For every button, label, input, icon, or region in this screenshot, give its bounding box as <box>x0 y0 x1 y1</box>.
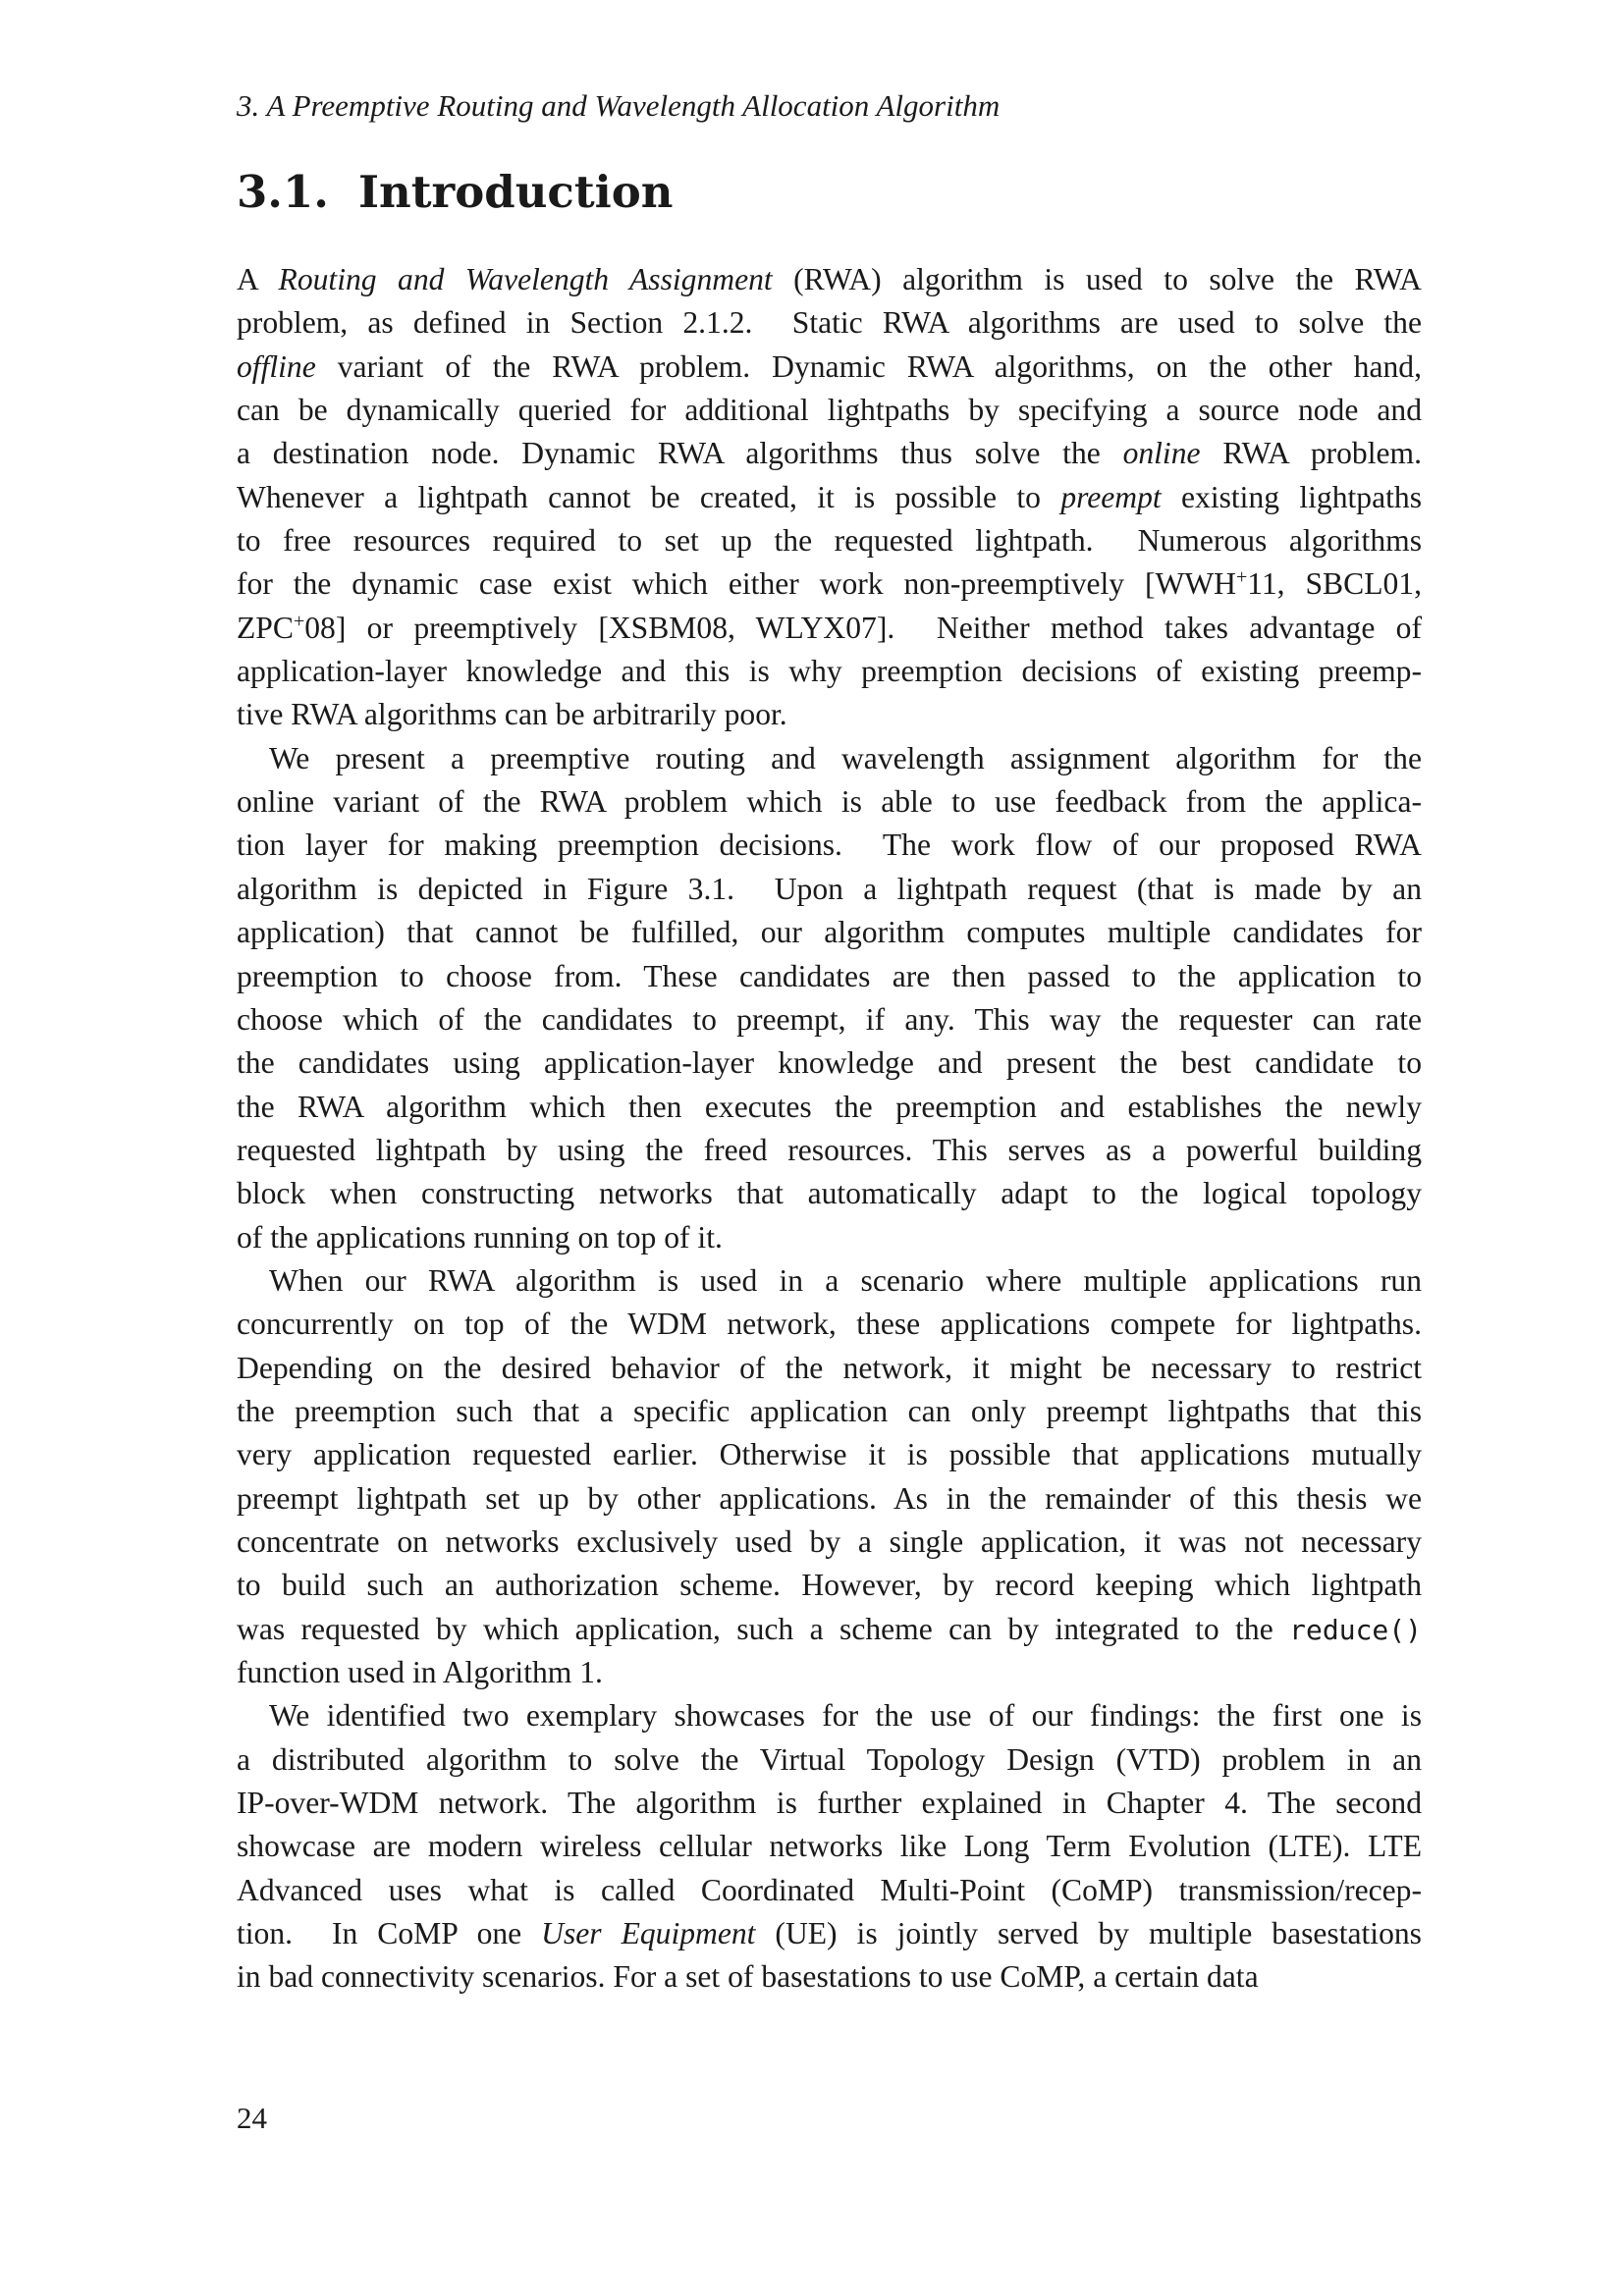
text-run: (UE) is jointly served by multiple basestations <box>755 1916 1422 1951</box>
text-line <box>237 1521 1422 1564</box>
text-line <box>237 1086 1422 1129</box>
italic-term: offline <box>237 348 316 384</box>
text-line <box>237 1347 1422 1390</box>
text-line <box>237 301 1422 345</box>
text-line <box>237 650 1422 693</box>
text-run: (RWA) algorithm is used to solve the RWA <box>772 262 1422 296</box>
text-run: very application requested earlier. Otherwise it is possible that applications mutually <box>237 1437 1422 1472</box>
text-line <box>237 1259 1422 1303</box>
text-run: RWA problem. <box>1200 436 1422 471</box>
text-run: concurrently on top of the WDM network, these applications compete for lightpaths. <box>237 1307 1422 1342</box>
text-run: of the applications running on top of it. <box>237 1219 723 1255</box>
body-text <box>237 258 1422 2000</box>
text-run: function used in Algorithm 1. <box>237 1655 603 1689</box>
text-line <box>237 998 1422 1041</box>
text-line <box>237 693 1422 736</box>
text-line <box>237 432 1422 475</box>
text-run: choose which of the candidates to preempt, if any. This way the requester can rate <box>237 1001 1422 1037</box>
text-line <box>237 1172 1422 1215</box>
section-heading <box>237 165 673 220</box>
text-run: When our RWA algorithm is used in a scenario where multiple applications run <box>269 1262 1422 1298</box>
text-line <box>237 607 1422 650</box>
text-line <box>237 389 1422 432</box>
text-line <box>237 1869 1422 1912</box>
text-line <box>237 1738 1422 1782</box>
text-run: to build such an authorization scheme. However, by record keeping which lightpath <box>237 1568 1422 1603</box>
text-run: a destination node. Dynamic RWA algorithms thus solve the <box>237 436 1123 471</box>
text-run: block when constructing networks that automatically adapt to the logical topology <box>237 1176 1422 1211</box>
page-number: 24 <box>237 2101 267 2135</box>
superscript: + <box>1235 566 1248 589</box>
text-run: for the dynamic case exist which either work non-preemptively [WWH <box>237 566 1236 602</box>
text-line <box>237 868 1422 911</box>
text-line <box>237 258 1422 301</box>
text-run: algorithm is depicted in Figure 3.1. Upon a lightpath request (that is made by an <box>237 871 1422 906</box>
text-line <box>237 1216 1422 1259</box>
running-header: 3. A Preemptive Routing and Wavelength Allocation Algorithm <box>237 88 1001 123</box>
text-line <box>237 476 1422 519</box>
section-title: Introduction <box>357 166 674 218</box>
italic-term: Routing and Wavelength Assignment <box>278 262 773 296</box>
text-run: application-layer knowledge and this is why preemption decisions of existing preemp- <box>237 654 1422 689</box>
text-line <box>237 1041 1422 1085</box>
text-run: in bad connectivity scenarios. For a set of basestations to use CoMP, a certain data <box>237 1959 1259 1995</box>
text-run: requested lightpath by using the freed resources. This serves as a powerful building <box>237 1132 1422 1167</box>
text-run: showcase are modern wireless cellular networks like Long Term Evolution (LTE). LTE <box>237 1829 1422 1864</box>
text-run: We present a preemptive routing and wavelength assignment algorithm for the <box>269 740 1422 775</box>
text-run: to free resources required to set up the requested lightpath. Numerous algorithms <box>237 523 1422 559</box>
text-line <box>237 562 1422 606</box>
text-line <box>237 1303 1422 1346</box>
text-run: the candidates using application-layer knowledge and present the best candidate to <box>237 1045 1422 1081</box>
text-run: online variant of the RWA problem which is able to use feedback from the applica- <box>237 784 1422 820</box>
text-line <box>237 1608 1422 1651</box>
text-line <box>237 955 1422 998</box>
text-run: A <box>237 262 279 296</box>
text-run: variant of the RWA problem. Dynamic RWA algorithms, on the other hand, <box>315 348 1422 384</box>
text-run: existing lightpaths <box>1161 479 1422 514</box>
text-run: tive RWA algorithms can be arbitrarily poor. <box>237 697 787 732</box>
text-run: was requested by which application, such a scheme can by integrated to the <box>237 1611 1290 1646</box>
italic-term: User Equipment <box>541 1916 756 1951</box>
text-line <box>237 911 1422 954</box>
text-line <box>237 1694 1422 1737</box>
text-run: Advanced uses what is called Coordinated Multi-Point (CoMP) transmission/recep- <box>237 1872 1422 1907</box>
code-term: reduce() <box>1289 1613 1422 1646</box>
text-run: We identified two exemplary showcases for the use of our findings: the first one is <box>269 1698 1422 1734</box>
text-line <box>237 1651 1422 1694</box>
text-line <box>237 519 1422 562</box>
text-run: the RWA algorithm which then executes the preemption and establishes the newly <box>237 1089 1422 1124</box>
section-number: 3.1. <box>237 166 329 218</box>
superscript: + <box>293 610 305 632</box>
text-run: application) that cannot be fulfilled, our algorithm computes multiple candidates for <box>237 915 1422 950</box>
text-run: tion layer for making preemption decisions. The work flow of our proposed RWA <box>237 828 1422 863</box>
text-run: the preemption such that a specific application can only preempt lightpaths that this <box>237 1393 1422 1428</box>
text-line <box>237 1477 1422 1521</box>
text-line <box>237 1390 1422 1433</box>
text-run: preemption to choose from. These candidates are then passed to the application to <box>237 958 1422 993</box>
text-run: 08] or preemptively [XSBM08, WLYX07]. Neither method takes advantage of <box>304 610 1422 645</box>
text-line <box>237 1825 1422 1868</box>
text-line <box>237 1564 1422 1607</box>
text-line <box>237 1912 1422 1955</box>
text-run: tion. In CoMP one <box>237 1916 542 1951</box>
italic-term: online <box>1122 436 1201 471</box>
text-line <box>237 346 1422 389</box>
text-run: can be dynamically queried for additional lightpaths by specifying a source node and <box>237 393 1422 428</box>
text-line <box>237 737 1422 780</box>
text-run: problem, as defined in Section 2.1.2. Static RWA algorithms are used to solve the <box>237 305 1422 341</box>
text-line <box>237 780 1422 824</box>
text-run: ZPC <box>237 610 294 645</box>
text-line <box>237 824 1422 867</box>
text-line <box>237 1955 1422 1999</box>
text-run: Depending on the desired behavior of the network, it might be necessary to restrict <box>237 1350 1422 1385</box>
text-line <box>237 1433 1422 1476</box>
text-line <box>237 1782 1422 1825</box>
text-run: Whenever a lightpath cannot be created, it is possible to <box>237 479 1061 514</box>
italic-term: preempt <box>1060 479 1162 514</box>
text-run: preempt lightpath set up by other applications. As in the remainder of this thesis we <box>237 1480 1422 1516</box>
text-run: a distributed algorithm to solve the Virtual Topology Design (VTD) problem in an <box>237 1741 1422 1777</box>
text-run: 11, SBCL01, <box>1247 566 1422 602</box>
text-run: IP-over-WDM network. The algorithm is further explained in Chapter 4. The second <box>237 1786 1422 1821</box>
text-line <box>237 1129 1422 1172</box>
text-run: concentrate on networks exclusively used by a single application, it was not necessary <box>237 1523 1422 1559</box>
